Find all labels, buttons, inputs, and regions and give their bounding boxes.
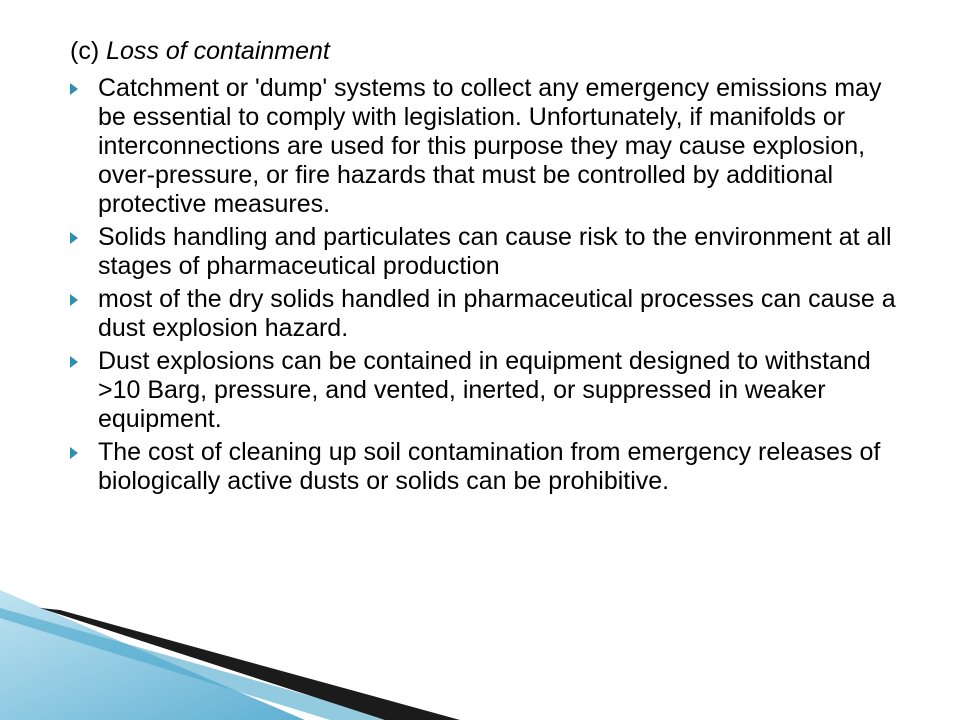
triangle-bullet-icon — [70, 232, 78, 244]
triangle-bullet-icon — [70, 83, 78, 95]
bullet-list — [70, 74, 910, 500]
triangle-bullet-icon — [70, 356, 78, 368]
heading-title: Loss of containment — [106, 37, 330, 65]
bullet-text: Dust explosions can be contained in equipment designed to withstand >10 Barg, pressure, and vented, inerted, or suppressed in weaker equipment. — [98, 347, 871, 433]
bullet-item — [70, 347, 910, 434]
bullet-text: Catchment or 'dump' systems to collect any emergency emissions may be essential to comply with legislation. Unfortunately, if manifolds or interconnections are used for this purpose they may cause explosion, over-pressure, or fire hazards that must be controlled by additional protective measures. — [98, 74, 882, 218]
heading-prefix: (c) — [70, 37, 107, 65]
triangle-bullet-icon — [70, 447, 78, 459]
bullet-text: Solids handling and particulates can cause risk to the environment at all stages of pharmaceutical production — [98, 223, 892, 280]
bullet-item — [70, 285, 910, 343]
bullet-item — [70, 74, 910, 219]
bullet-text: most of the dry solids handled in pharmaceutical processes can cause a dust explosion hazard. — [98, 285, 896, 342]
bullet-text: The cost of cleaning up soil contamination from emergency releases of biologically active dusts or solids can be prohibitive. — [98, 438, 881, 495]
corner-decoration — [0, 590, 460, 720]
section-heading — [70, 36, 330, 66]
bullet-item — [70, 438, 910, 496]
triangle-bullet-icon — [70, 294, 78, 306]
bullet-item — [70, 223, 910, 281]
